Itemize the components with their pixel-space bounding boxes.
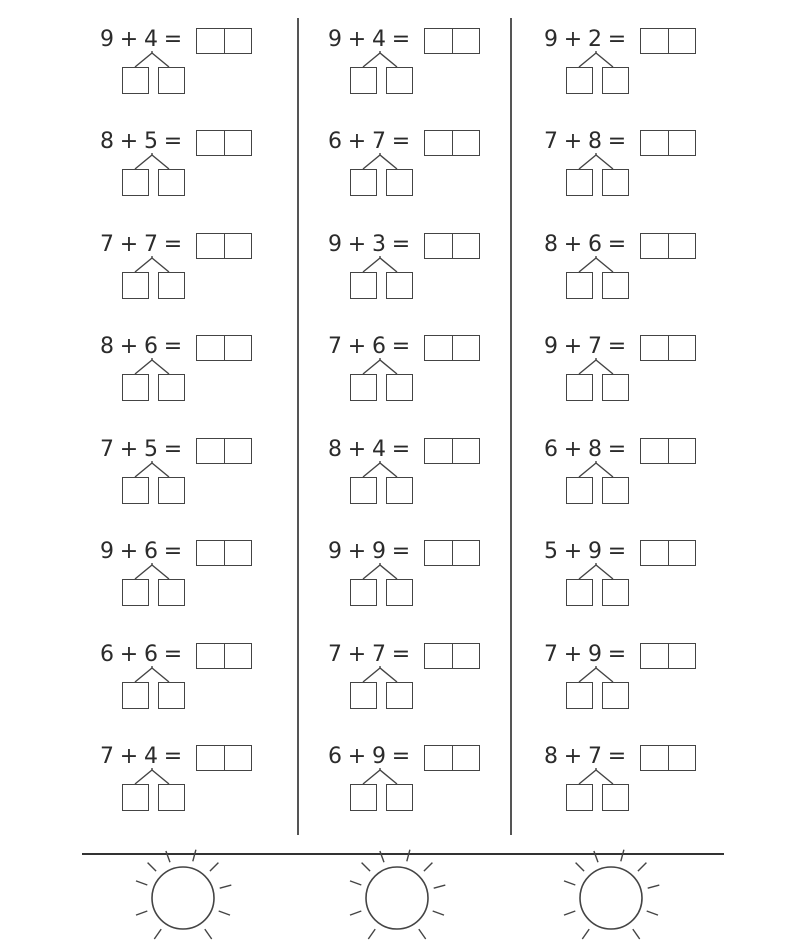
split-box-left[interactable] <box>122 272 149 299</box>
answer-box-divider <box>452 439 454 463</box>
answer-box[interactable] <box>640 540 696 566</box>
split-box-right[interactable] <box>158 682 185 709</box>
addend-first: 7 <box>100 437 114 462</box>
answer-box[interactable] <box>424 130 480 156</box>
answer-box-divider <box>452 234 454 258</box>
split-box-right[interactable] <box>602 272 629 299</box>
split-box-right[interactable] <box>386 374 413 401</box>
addend-first: 6 <box>328 129 342 154</box>
problem-c1-r3 <box>98 230 268 300</box>
split-box-right[interactable] <box>158 169 185 196</box>
split-box-left[interactable] <box>566 67 593 94</box>
problem-c1-r2 <box>98 127 268 197</box>
split-box-right[interactable] <box>158 477 185 504</box>
addend-first: 9 <box>328 27 342 52</box>
plus-sign: + <box>563 27 583 52</box>
split-box-left[interactable] <box>566 477 593 504</box>
decomposition-branch-icon <box>564 358 628 374</box>
equals-sign: = <box>163 232 183 257</box>
equals-sign: = <box>391 744 411 769</box>
split-box-right[interactable] <box>386 682 413 709</box>
addend-second: 4 <box>372 437 386 462</box>
addend-first: 5 <box>544 539 558 564</box>
equals-sign: = <box>607 27 627 52</box>
split-box-right[interactable] <box>602 682 629 709</box>
answer-box-divider <box>668 541 670 565</box>
plus-sign: + <box>347 642 367 667</box>
problem-c2-r4 <box>326 332 496 402</box>
equals-sign: = <box>163 129 183 154</box>
addend-second: 5 <box>144 129 158 154</box>
split-box-left[interactable] <box>122 784 149 811</box>
problem-c3-r6 <box>542 537 712 607</box>
answer-box[interactable] <box>196 130 252 156</box>
plus-sign: + <box>563 232 583 257</box>
addend-first: 6 <box>544 437 558 462</box>
answer-box-divider <box>452 29 454 53</box>
answer-box-divider <box>224 29 226 53</box>
addend-second: 8 <box>588 129 602 154</box>
split-box-left[interactable] <box>566 784 593 811</box>
decomposition-branch-icon <box>120 256 184 272</box>
split-box-right[interactable] <box>158 784 185 811</box>
plus-sign: + <box>119 539 139 564</box>
plus-sign: + <box>119 642 139 667</box>
equals-sign: = <box>163 642 183 667</box>
plus-sign: + <box>347 744 367 769</box>
answer-box[interactable] <box>424 335 480 361</box>
decomposition-branch-icon <box>564 51 628 67</box>
answer-box-divider <box>668 29 670 53</box>
answer-box[interactable] <box>640 28 696 54</box>
problem-c2-r1 <box>326 25 496 95</box>
plus-sign: + <box>563 129 583 154</box>
split-box-left[interactable] <box>122 682 149 709</box>
problem-c3-r2 <box>542 127 712 197</box>
equals-sign: = <box>163 334 183 359</box>
equals-sign: = <box>607 437 627 462</box>
sun-icon <box>128 856 238 952</box>
problem-c3-r3 <box>542 230 712 300</box>
addend-second: 2 <box>588 27 602 52</box>
answer-box[interactable] <box>196 745 252 771</box>
answer-box-divider <box>224 746 226 770</box>
split-box-left[interactable] <box>350 374 377 401</box>
split-box-right[interactable] <box>602 169 629 196</box>
equals-sign: = <box>607 334 627 359</box>
equals-sign: = <box>607 232 627 257</box>
plus-sign: + <box>119 27 139 52</box>
equals-sign: = <box>391 27 411 52</box>
addend-second: 7 <box>144 232 158 257</box>
decomposition-branch-icon <box>564 563 628 579</box>
split-box-right[interactable] <box>386 169 413 196</box>
answer-box[interactable] <box>196 438 252 464</box>
plus-sign: + <box>563 744 583 769</box>
answer-box-divider <box>452 131 454 155</box>
addend-second: 9 <box>588 642 602 667</box>
answer-box[interactable] <box>424 438 480 464</box>
addend-second: 9 <box>372 539 386 564</box>
answer-box-divider <box>224 234 226 258</box>
split-box-right[interactable] <box>386 67 413 94</box>
plus-sign: + <box>119 334 139 359</box>
equals-sign: = <box>391 334 411 359</box>
plus-sign: + <box>347 27 367 52</box>
equals-sign: = <box>607 642 627 667</box>
equals-sign: = <box>163 27 183 52</box>
plus-sign: + <box>563 539 583 564</box>
answer-box[interactable] <box>640 438 696 464</box>
decomposition-branch-icon <box>120 768 184 784</box>
plus-sign: + <box>347 129 367 154</box>
addend-first: 8 <box>328 437 342 462</box>
addend-first: 9 <box>544 27 558 52</box>
split-box-left[interactable] <box>122 374 149 401</box>
addend-first: 7 <box>328 334 342 359</box>
addend-first: 8 <box>544 232 558 257</box>
problem-c3-r7 <box>542 640 712 710</box>
answer-box[interactable] <box>196 28 252 54</box>
equals-sign: = <box>391 437 411 462</box>
split-box-right[interactable] <box>158 272 185 299</box>
addend-second: 9 <box>588 539 602 564</box>
split-box-left[interactable] <box>122 477 149 504</box>
split-box-right[interactable] <box>158 67 185 94</box>
decomposition-branch-icon <box>120 153 184 169</box>
plus-sign: + <box>119 129 139 154</box>
addend-second: 4 <box>144 27 158 52</box>
addend-first: 7 <box>100 232 114 257</box>
equals-sign: = <box>607 129 627 154</box>
addend-first: 9 <box>100 539 114 564</box>
addend-first: 9 <box>100 27 114 52</box>
sun-icon <box>342 856 452 952</box>
split-box-left[interactable] <box>122 67 149 94</box>
problem-c3-r8 <box>542 742 712 812</box>
split-box-right[interactable] <box>602 784 629 811</box>
answer-box[interactable] <box>424 28 480 54</box>
split-box-left[interactable] <box>566 682 593 709</box>
answer-box-divider <box>224 336 226 360</box>
problem-c2-r2 <box>326 127 496 197</box>
addend-second: 7 <box>372 129 386 154</box>
answer-box-divider <box>224 644 226 668</box>
answer-box[interactable] <box>640 335 696 361</box>
equals-sign: = <box>607 744 627 769</box>
split-box-left[interactable] <box>350 67 377 94</box>
split-box-right[interactable] <box>602 67 629 94</box>
problem-c1-r1 <box>98 25 268 95</box>
problem-c1-r4 <box>98 332 268 402</box>
decomposition-branch-icon <box>120 563 184 579</box>
split-box-left[interactable] <box>122 169 149 196</box>
addend-second: 6 <box>144 642 158 667</box>
answer-box-divider <box>224 131 226 155</box>
answer-box-divider <box>668 644 670 668</box>
answer-box[interactable] <box>196 335 252 361</box>
addend-first: 7 <box>100 744 114 769</box>
problem-c2-r6 <box>326 537 496 607</box>
addend-first: 8 <box>544 744 558 769</box>
decomposition-branch-icon <box>564 153 628 169</box>
split-box-left[interactable] <box>566 272 593 299</box>
addend-second: 4 <box>144 744 158 769</box>
addend-first: 6 <box>100 642 114 667</box>
decomposition-branch-icon <box>348 256 412 272</box>
answer-box[interactable] <box>640 643 696 669</box>
split-box-left[interactable] <box>350 784 377 811</box>
split-box-left[interactable] <box>566 169 593 196</box>
equals-sign: = <box>391 129 411 154</box>
split-box-right[interactable] <box>386 477 413 504</box>
plus-sign: + <box>347 334 367 359</box>
addend-second: 6 <box>588 232 602 257</box>
plus-sign: + <box>563 334 583 359</box>
problem-c3-r5 <box>542 435 712 505</box>
problem-c2-r7 <box>326 640 496 710</box>
split-box-right[interactable] <box>602 579 629 606</box>
addend-second: 8 <box>588 437 602 462</box>
bottom-rule <box>82 853 724 855</box>
decomposition-branch-icon <box>348 153 412 169</box>
answer-box[interactable] <box>424 540 480 566</box>
decomposition-branch-icon <box>120 358 184 374</box>
answer-box-divider <box>452 644 454 668</box>
answer-box[interactable] <box>196 233 252 259</box>
problem-c3-r4 <box>542 332 712 402</box>
split-box-right[interactable] <box>158 374 185 401</box>
split-box-left[interactable] <box>350 169 377 196</box>
split-box-right[interactable] <box>602 374 629 401</box>
addend-second: 5 <box>144 437 158 462</box>
addend-first: 7 <box>544 642 558 667</box>
plus-sign: + <box>563 642 583 667</box>
addend-second: 6 <box>144 334 158 359</box>
answer-box-divider <box>668 746 670 770</box>
split-box-left[interactable] <box>350 682 377 709</box>
answer-box[interactable] <box>424 233 480 259</box>
problem-c1-r8 <box>98 742 268 812</box>
problem-c3-r1 <box>542 25 712 95</box>
answer-box-divider <box>452 541 454 565</box>
plus-sign: + <box>563 437 583 462</box>
split-box-left[interactable] <box>350 272 377 299</box>
decomposition-branch-icon <box>120 461 184 477</box>
answer-box-divider <box>668 234 670 258</box>
split-box-right[interactable] <box>386 272 413 299</box>
equals-sign: = <box>391 539 411 564</box>
answer-box-divider <box>452 746 454 770</box>
decomposition-branch-icon <box>348 51 412 67</box>
split-box-left[interactable] <box>566 579 593 606</box>
addend-second: 4 <box>372 27 386 52</box>
plus-sign: + <box>347 232 367 257</box>
problem-c2-r8 <box>326 742 496 812</box>
decomposition-branch-icon <box>348 461 412 477</box>
column-divider-left <box>297 18 299 835</box>
addend-first: 6 <box>328 744 342 769</box>
split-box-left[interactable] <box>350 477 377 504</box>
addend-second: 6 <box>372 334 386 359</box>
split-box-right[interactable] <box>158 579 185 606</box>
addend-first: 7 <box>544 129 558 154</box>
decomposition-branch-icon <box>348 768 412 784</box>
answer-box[interactable] <box>196 643 252 669</box>
answer-box-divider <box>224 541 226 565</box>
answer-box-divider <box>452 336 454 360</box>
equals-sign: = <box>391 642 411 667</box>
answer-box[interactable] <box>424 643 480 669</box>
answer-box[interactable] <box>424 745 480 771</box>
plus-sign: + <box>119 437 139 462</box>
decomposition-branch-icon <box>564 666 628 682</box>
split-box-left[interactable] <box>566 374 593 401</box>
addend-first: 9 <box>544 334 558 359</box>
decomposition-branch-icon <box>564 256 628 272</box>
addend-second: 9 <box>372 744 386 769</box>
equals-sign: = <box>163 539 183 564</box>
split-box-right[interactable] <box>386 579 413 606</box>
equals-sign: = <box>163 437 183 462</box>
answer-box-divider <box>668 439 670 463</box>
decomposition-branch-icon <box>348 358 412 374</box>
decomposition-branch-icon <box>120 666 184 682</box>
addend-second: 7 <box>372 642 386 667</box>
decomposition-branch-icon <box>348 563 412 579</box>
problem-c2-r3 <box>326 230 496 300</box>
plus-sign: + <box>119 232 139 257</box>
addend-second: 7 <box>588 744 602 769</box>
sun-icon <box>556 856 666 952</box>
decomposition-branch-icon <box>564 461 628 477</box>
answer-box[interactable] <box>640 130 696 156</box>
decomposition-branch-icon <box>120 51 184 67</box>
addend-first: 9 <box>328 539 342 564</box>
equals-sign: = <box>163 744 183 769</box>
plus-sign: + <box>347 539 367 564</box>
answer-box[interactable] <box>640 233 696 259</box>
addend-second: 6 <box>144 539 158 564</box>
answer-box-divider <box>668 336 670 360</box>
equals-sign: = <box>391 232 411 257</box>
split-box-left[interactable] <box>122 579 149 606</box>
plus-sign: + <box>119 744 139 769</box>
answer-box[interactable] <box>196 540 252 566</box>
addend-first: 7 <box>328 642 342 667</box>
addend-first: 9 <box>328 232 342 257</box>
problem-c1-r6 <box>98 537 268 607</box>
split-box-right[interactable] <box>602 477 629 504</box>
addend-first: 8 <box>100 129 114 154</box>
answer-box-divider <box>668 131 670 155</box>
decomposition-branch-icon <box>564 768 628 784</box>
answer-box-divider <box>224 439 226 463</box>
plus-sign: + <box>347 437 367 462</box>
equals-sign: = <box>607 539 627 564</box>
problem-c1-r7 <box>98 640 268 710</box>
addend-second: 7 <box>588 334 602 359</box>
problem-c2-r5 <box>326 435 496 505</box>
split-box-right[interactable] <box>386 784 413 811</box>
split-box-left[interactable] <box>350 579 377 606</box>
addend-first: 8 <box>100 334 114 359</box>
answer-box[interactable] <box>640 745 696 771</box>
problem-c1-r5 <box>98 435 268 505</box>
addend-second: 3 <box>372 232 386 257</box>
column-divider-right <box>510 18 512 835</box>
decomposition-branch-icon <box>348 666 412 682</box>
